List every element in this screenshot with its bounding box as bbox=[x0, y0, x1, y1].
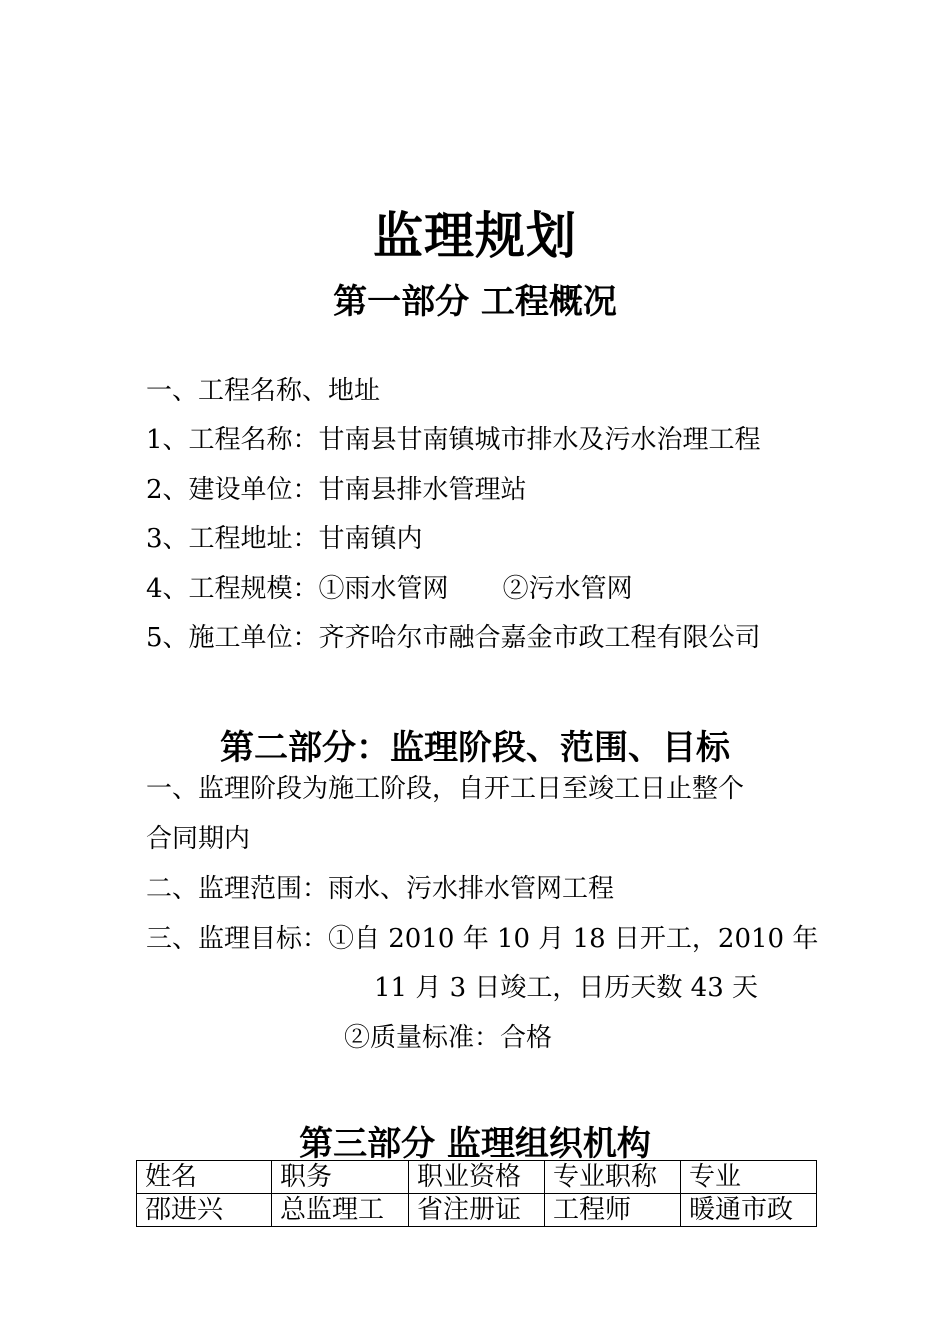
table-header-cell: 职务 bbox=[272, 1161, 409, 1194]
table-header-cell: 职业资格 bbox=[409, 1161, 545, 1194]
scale-line bbox=[146, 572, 633, 606]
address-line: 3、工程地址：甘南镇内 bbox=[146, 524, 423, 554]
owner-line: 2、建设单位：甘南县排水管理站 bbox=[146, 475, 527, 505]
stage-line-1: 一、监理阶段为施工阶段，自开工日至竣工日止整个 bbox=[146, 774, 745, 804]
goal-line-2: 11 月 3 日竣工，日历天数 43 天 bbox=[374, 973, 759, 1003]
part3-heading: 第三部分 监理组织机构 bbox=[299, 1124, 651, 1164]
table-row bbox=[137, 1194, 817, 1227]
part1-section-heading: 一、工程名称、地址 bbox=[146, 376, 381, 406]
scale-item-rain: ①雨水管网 bbox=[318, 574, 449, 604]
table-cell-name: 邵进兴 bbox=[137, 1194, 272, 1227]
goal-line-1: 三、监理目标：①自 2010 年 10 月 18 日开工，2010 年 bbox=[146, 924, 819, 954]
table-cell-qualification: 省注册证 bbox=[409, 1194, 545, 1227]
table-cell-title: 工程师 bbox=[545, 1194, 681, 1227]
table-cell-specialty: 暖通市政 bbox=[681, 1194, 817, 1227]
project-name-line: 1、工程名称：甘南县甘南镇城市排水及污水治理工程 bbox=[146, 425, 761, 455]
scale-item-sewage: ②污水管网 bbox=[502, 574, 633, 604]
scope-line: 二、监理范围：雨水、污水排水管网工程 bbox=[146, 874, 615, 904]
table-cell-position: 总监理工 bbox=[272, 1194, 409, 1227]
contractor-line: 5、施工单位：齐齐哈尔市融合嘉金市政工程有限公司 bbox=[146, 623, 761, 653]
document-title: 监理规划 bbox=[373, 207, 577, 265]
table-header-row bbox=[137, 1161, 817, 1194]
table-header-cell: 姓名 bbox=[137, 1161, 272, 1194]
staff-table bbox=[136, 1160, 817, 1227]
table-header-cell: 专业职称 bbox=[545, 1161, 681, 1194]
goal-line-3: ②质量标准：合格 bbox=[344, 1023, 553, 1053]
part2-heading: 第二部分：监理阶段、范围、目标 bbox=[220, 728, 730, 768]
stage-line-2: 合同期内 bbox=[146, 824, 251, 854]
table-header-cell: 专业 bbox=[681, 1161, 817, 1194]
part1-heading: 第一部分 工程概况 bbox=[333, 282, 617, 322]
scale-prefix: 4、工程规模： bbox=[146, 574, 319, 604]
